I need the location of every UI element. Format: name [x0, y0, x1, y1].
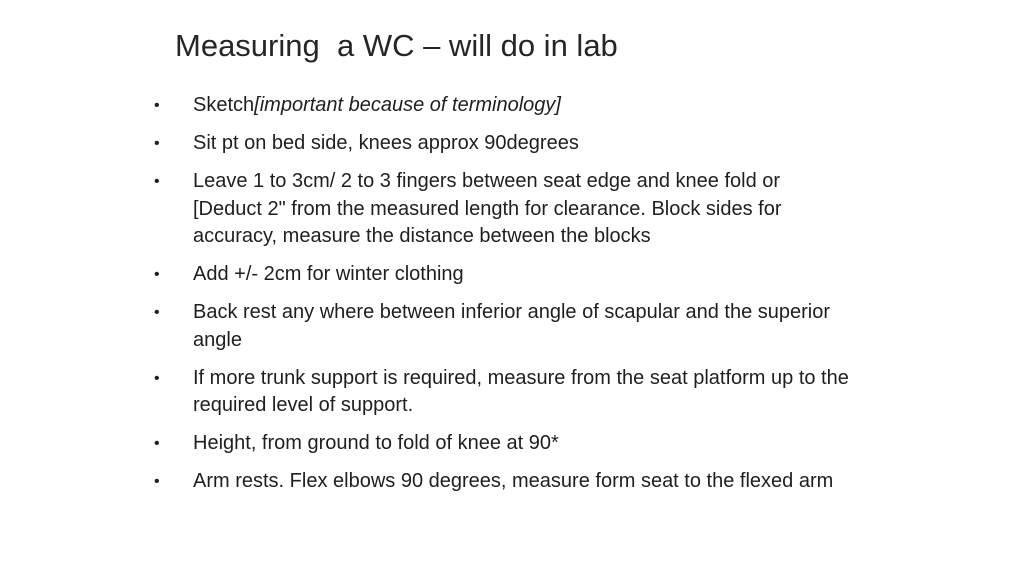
list-item	[154, 365, 854, 420]
bullet-text: Add +/- 2cm for winter clothing	[193, 263, 464, 285]
slide-title: Measuring a WC – will do in lab	[175, 28, 618, 63]
bullet-text: Back rest any where between inferior angle of scapular and the superior angle	[193, 301, 831, 351]
list-item	[154, 130, 854, 158]
bullet-text: Arm rests. Flex elbows 90 degrees, measure form seat to the flexed arm	[193, 470, 834, 492]
bullet-italic-text: [important because of terminology]	[254, 94, 561, 116]
list-item	[154, 92, 854, 120]
bullet-list	[154, 92, 854, 506]
bullet-icon: •	[154, 173, 160, 190]
bullet-text: If more trunk support is required, measure from the seat platform up to the required level of support.	[193, 366, 849, 416]
bullet-text: Leave 1 to 3cm/ 2 to 3 fingers between seat edge and knee fold or [Deduct 2" from the measured length for clearance. Block sides for accuracy, measure the distance between the blocks	[193, 170, 782, 247]
list-item	[154, 261, 854, 289]
list-item	[154, 430, 854, 458]
bullet-icon: •	[154, 135, 160, 152]
list-item	[154, 468, 854, 496]
bullet-icon: •	[154, 369, 160, 387]
bullet-text: Sit pt on bed side, knees approx 90degrees	[193, 132, 579, 154]
bullet-icon: •	[154, 435, 160, 452]
bullet-icon: •	[154, 473, 160, 490]
list-item	[154, 299, 854, 354]
bullet-icon: •	[154, 97, 160, 114]
bullet-icon: •	[154, 266, 160, 283]
bullet-text: Sketch	[193, 94, 255, 116]
bullet-icon: •	[154, 304, 160, 321]
list-item	[154, 168, 854, 251]
bullet-text: Height, from ground to fold of knee at 90*	[193, 432, 559, 454]
